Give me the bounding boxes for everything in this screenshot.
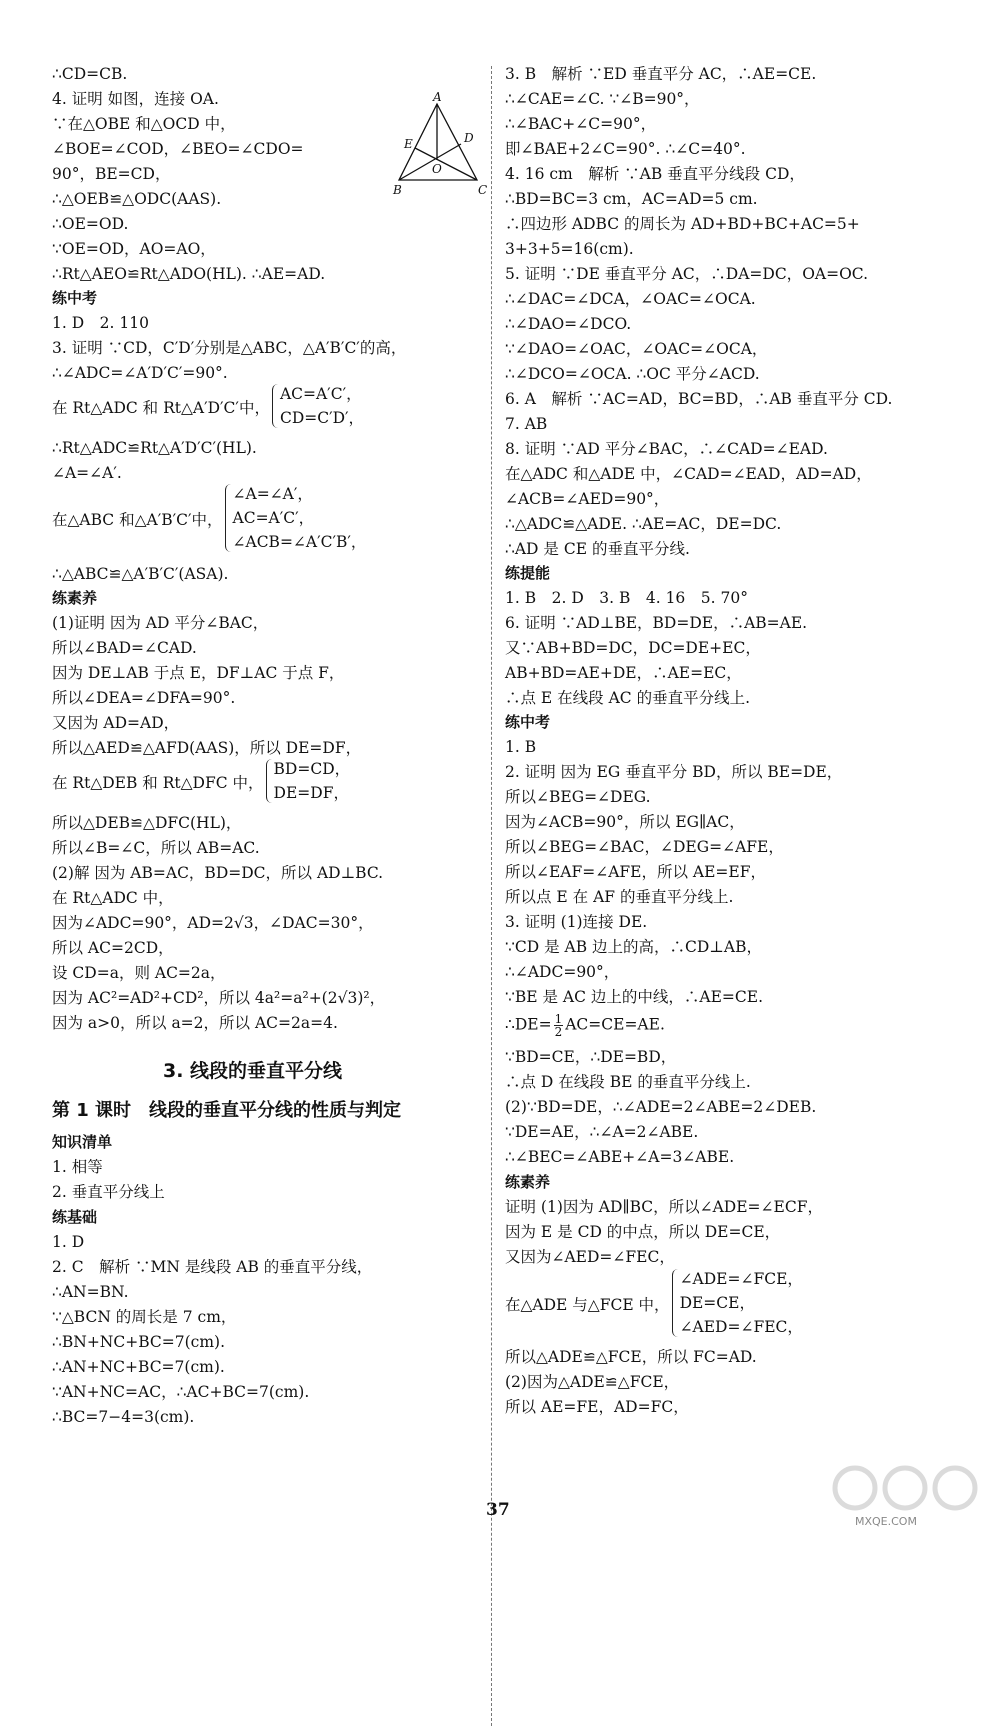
section-heading: 知识清单 (52, 1133, 113, 1151)
text-line: (1)证明 因为 AD 平分∠BAC， (52, 614, 269, 632)
label-d: D (464, 131, 474, 145)
denominator: 2 (554, 1025, 563, 1039)
text-line: (2)∵BD=DE，∴∠ADE=2∠ABE=2∠DEB. (505, 1098, 817, 1116)
text-line: ∵△BCN 的周长是 7 cm， (52, 1308, 237, 1326)
brace-item: BD=CD， (273, 760, 351, 778)
text-line: 证明 (1)因为 AD∥BC，所以∠ADE=∠ECF， (505, 1198, 823, 1216)
text-line: ∵BD=CE，∴DE=BD， (505, 1048, 677, 1066)
text-line: 因为 AC²=AD²+CD²，所以 4a²=a²+(2√3)²， (52, 989, 386, 1007)
text-line: ∵OE=OD，AO=AO， (52, 240, 216, 258)
text-line: ∵DE=AE，∴∠A=2∠ABE. (505, 1123, 699, 1141)
text-line: 所以点 E 在 AF 的垂直平分线上. (505, 888, 734, 906)
text-line: 3. B 解析 ∵ED 垂直平分 AC，∴AE=CE. (505, 65, 817, 83)
label-o: O (432, 162, 442, 176)
fraction (554, 1013, 564, 1038)
text-line: 2. 垂直平分线上 (52, 1183, 165, 1201)
text-line: 1. B 2. D 3. B 4. 16 5. 70° (505, 589, 748, 607)
brace-item: DE=CE， (679, 1294, 755, 1312)
text-part: ∴DE= (505, 1015, 552, 1034)
text-line: ∴Rt△ADC≌Rt△A′D′C′(HL). (52, 439, 257, 457)
text-line: 所以∠BAD=∠CAD. (52, 639, 197, 657)
lesson-title: 第 1 课时 线段的垂直平分线的性质与判定 (52, 1100, 402, 1121)
text-line: ∴BD=BC=3 cm，AC=AD=5 cm. (505, 190, 758, 208)
text-line: ∴∠ADC=∠A′D′C′=90°. (52, 364, 228, 382)
text-line: 所以∠DEA=∠DFA=90°. (52, 689, 236, 707)
text-line: ∴AD 是 CE 的垂直平分线. (505, 540, 690, 558)
text-line: 因为∠ACB=90°，所以 EG∥AC， (505, 813, 745, 831)
text-line: 所以△DEB≌△DFC(HL)， (52, 814, 242, 832)
brace-symbol (272, 384, 279, 428)
text-line: 所以 AC=2CD， (52, 939, 174, 957)
text-part: AC=CE=AE. (565, 1015, 665, 1034)
text-line: 5. 证明 ∵DE 垂直平分 AC，∴DA=DC，OA=OC. (505, 265, 869, 283)
text-line: 6. 证明 ∵AD⊥BE，BD=DE，∴AB=AE. (505, 614, 808, 632)
text-line: 8. 证明 ∵AD 平分∠BAC，∴∠CAD=∠EAD. (505, 440, 828, 458)
text-line: ∠BOE=∠COD，∠BEO=∠CDO= (52, 140, 304, 158)
brace-symbol (225, 484, 232, 552)
numerator: 1 (554, 1012, 563, 1026)
text-line: 因为 DE⊥AB 于点 E，DF⊥AC 于点 F， (52, 664, 345, 682)
column-divider (491, 66, 492, 1726)
text-line: 1. D (52, 1233, 85, 1251)
label-e: E (404, 137, 413, 151)
text-line: ∴OE=OD. (52, 215, 129, 233)
text-line: ∴AN+NC+BC=7(cm). (52, 1358, 225, 1376)
text-line: ∵∠DAO=∠OAC，∠OAC=∠OCA， (505, 340, 768, 358)
label-b: B (393, 183, 402, 197)
brace-item: AC=A′C′， (232, 509, 315, 527)
section-title: 3. 线段的垂直平分线 (163, 1060, 343, 1082)
text-line: ∠A=∠A′. (52, 464, 122, 482)
text-line: 1. 相等 (52, 1158, 103, 1176)
text-line: 4. 16 cm 解析 ∵AB 垂直平分线段 CD， (505, 165, 805, 183)
brace-lead-text: 在 Rt△ADC 和 Rt△A′D′C′中， (52, 399, 270, 417)
watermark-text: MXQE.COM (855, 1515, 917, 1528)
text-line: 2. C 解析 ∵MN 是线段 AB 的垂直平分线， (52, 1258, 373, 1276)
text-line: ∴BC=7−4=3(cm). (52, 1408, 195, 1426)
text-line: ∠ACB=∠AED=90°， (505, 490, 670, 508)
text-line: 1. B (505, 738, 537, 756)
text-line: ∵BE 是 AC 边上的中线，∴AE=CE. (505, 988, 763, 1006)
text-line: 所以 AE=FE，AD=FC， (505, 1398, 689, 1416)
brace-item: ∠A=∠A′， (232, 485, 313, 503)
text-line: 又因为 AD=AD， (52, 714, 180, 732)
text-line: 所以△ADE≌△FCE，所以 FC=AD. (505, 1348, 757, 1366)
brace-item: ∠ADE=∠FCE， (679, 1270, 803, 1288)
text-line: ∴CD=CB. (52, 65, 128, 83)
brace-symbol (266, 759, 273, 803)
section-heading: 练提能 (505, 564, 551, 582)
triangle-figure (395, 92, 495, 202)
text-line: 因为∠ADC=90°，AD=2√3，∠DAC=30°， (52, 914, 374, 932)
brace-item: DE=DF， (273, 784, 349, 802)
section-heading: 练中考 (52, 289, 98, 307)
text-line: ∵AN+NC=AC，∴AC+BC=7(cm). (52, 1383, 310, 1401)
text-line: (2)解 因为 AB=AC，BD=DC，所以 AD⊥BC. (52, 864, 384, 882)
text-line: ∴∠ADC=90°， (505, 963, 620, 981)
section-heading: 练素养 (505, 1173, 551, 1191)
text-line: 7. AB (505, 415, 548, 433)
text-line: ∴△ABC≌△A′B′C′(ASA). (52, 565, 229, 583)
text-line: 所以∠BEG=∠DEG. (505, 788, 651, 806)
text-line: ∴四边形 ADBC 的周长为 AD+BD+BC+AC=5+ (505, 215, 860, 233)
section-heading: 练素养 (52, 589, 98, 607)
text-line: ∴AN=BN. (52, 1283, 129, 1301)
brace-lead-text: 在 Rt△DEB 和 Rt△DFC 中， (52, 774, 264, 792)
text-line: 2. 证明 因为 EG 垂直平分 BD，所以 BE=DE， (505, 763, 843, 781)
brace-item: ∠AED=∠FEC， (679, 1318, 803, 1336)
text-line: ∴点 D 在线段 BE 的垂直平分线上. (505, 1073, 751, 1091)
text-line: (2)因为△ADE≌△FCE， (505, 1373, 680, 1391)
text-line: ∵在△OBE 和△OCD 中， (52, 115, 236, 133)
text-line: 在 Rt△ADC 中， (52, 889, 174, 907)
text-line: 3. 证明 ∵CD，C′D′分别是△ABC，△A′B′C′的高， (52, 339, 407, 357)
brace-item: ∠ACB=∠A′C′B′， (232, 533, 367, 551)
text-line: 所以∠B=∠C，所以 AB=AC. (52, 839, 260, 857)
text-line: 所以∠BEG=∠BAC，∠DEG=∠AFE， (505, 838, 784, 856)
text-line: 3. 证明 (1)连接 DE. (505, 913, 648, 931)
text-line: ∴∠BEC=∠ABE+∠A=3∠ABE. (505, 1148, 735, 1166)
text-line: ∴△OEB≌△ODC(AAS). (52, 190, 222, 208)
text-line: 又∵AB+BD=DC，DC=DE+EC， (505, 639, 761, 657)
text-line: 4. 证明 如图，连接 OA. (52, 90, 219, 108)
text-line: ∴△ADC≌△ADE. ∴AE=AC，DE=DC. (505, 515, 782, 533)
brace-lead-text: 在△ABC 和△A′B′C′中， (52, 511, 223, 529)
text-line: 所以△AED≌△AFD(AAS)，所以 DE=DF， (52, 739, 362, 757)
watermark-logo (830, 1460, 980, 1520)
label-a: A (433, 90, 442, 104)
text-line: ∴∠DAC=∠DCA，∠OAC=∠OCA. (505, 290, 756, 308)
text-line: 所以∠EAF=∠AFE，所以 AE=EF， (505, 863, 766, 881)
text-line: ∴∠DAO=∠DCO. (505, 315, 632, 333)
text-line: 1. D 2. 110 (52, 314, 149, 332)
text-line: ∵CD 是 AB 边上的高，∴CD⊥AB， (505, 938, 762, 956)
text-line: 90°，BE=CD， (52, 165, 171, 183)
fraction-line (505, 1013, 665, 1038)
text-line: ∴∠CAE=∠C. ∵∠B=90°， (505, 90, 700, 108)
text-line: ∴∠BAC+∠C=90°， (505, 115, 657, 133)
brace-item: CD=C′D′， (279, 409, 365, 427)
text-line: 又因为∠AED=∠FEC， (505, 1248, 675, 1266)
text-line: 因为 a>0，所以 a=2，所以 AC=2a=4. (52, 1014, 338, 1032)
text-line: 即∠BAE+2∠C=90°. ∴∠C=40°. (505, 140, 746, 158)
text-line: 设 CD=a，则 AC=2a， (52, 964, 226, 982)
text-line: 因为 E 是 CD 的中点，所以 DE=CE， (505, 1223, 781, 1241)
section-heading: 练基础 (52, 1208, 98, 1226)
text-line: ∴∠DCO=∠OCA. ∴OC 平分∠ACD. (505, 365, 760, 383)
brace-lead-text: 在△ADE 与△FCE 中， (505, 1296, 670, 1314)
page-number: 37 (486, 1500, 510, 1520)
text-line: 6. A 解析 ∵AC=AD，BC=BD，∴AB 垂直平分 CD. (505, 390, 893, 408)
text-line: 在△ADC 和△ADE 中，∠CAD=∠EAD，AD=AD， (505, 465, 872, 483)
text-line: 3+3+5=16(cm). (505, 240, 634, 258)
section-heading: 练中考 (505, 713, 551, 731)
label-c: C (478, 183, 488, 197)
text-line: ∴Rt△AEO≌Rt△ADO(HL). ∴AE=AD. (52, 265, 326, 283)
text-line: ∴BN+NC+BC=7(cm). (52, 1333, 225, 1351)
brace-symbol (672, 1269, 679, 1337)
text-line: ∴点 E 在线段 AC 的垂直平分线上. (505, 689, 751, 707)
text-line: AB+BD=AE+DE，∴AE=EC， (505, 664, 742, 682)
brace-item: AC=A′C′， (279, 385, 362, 403)
